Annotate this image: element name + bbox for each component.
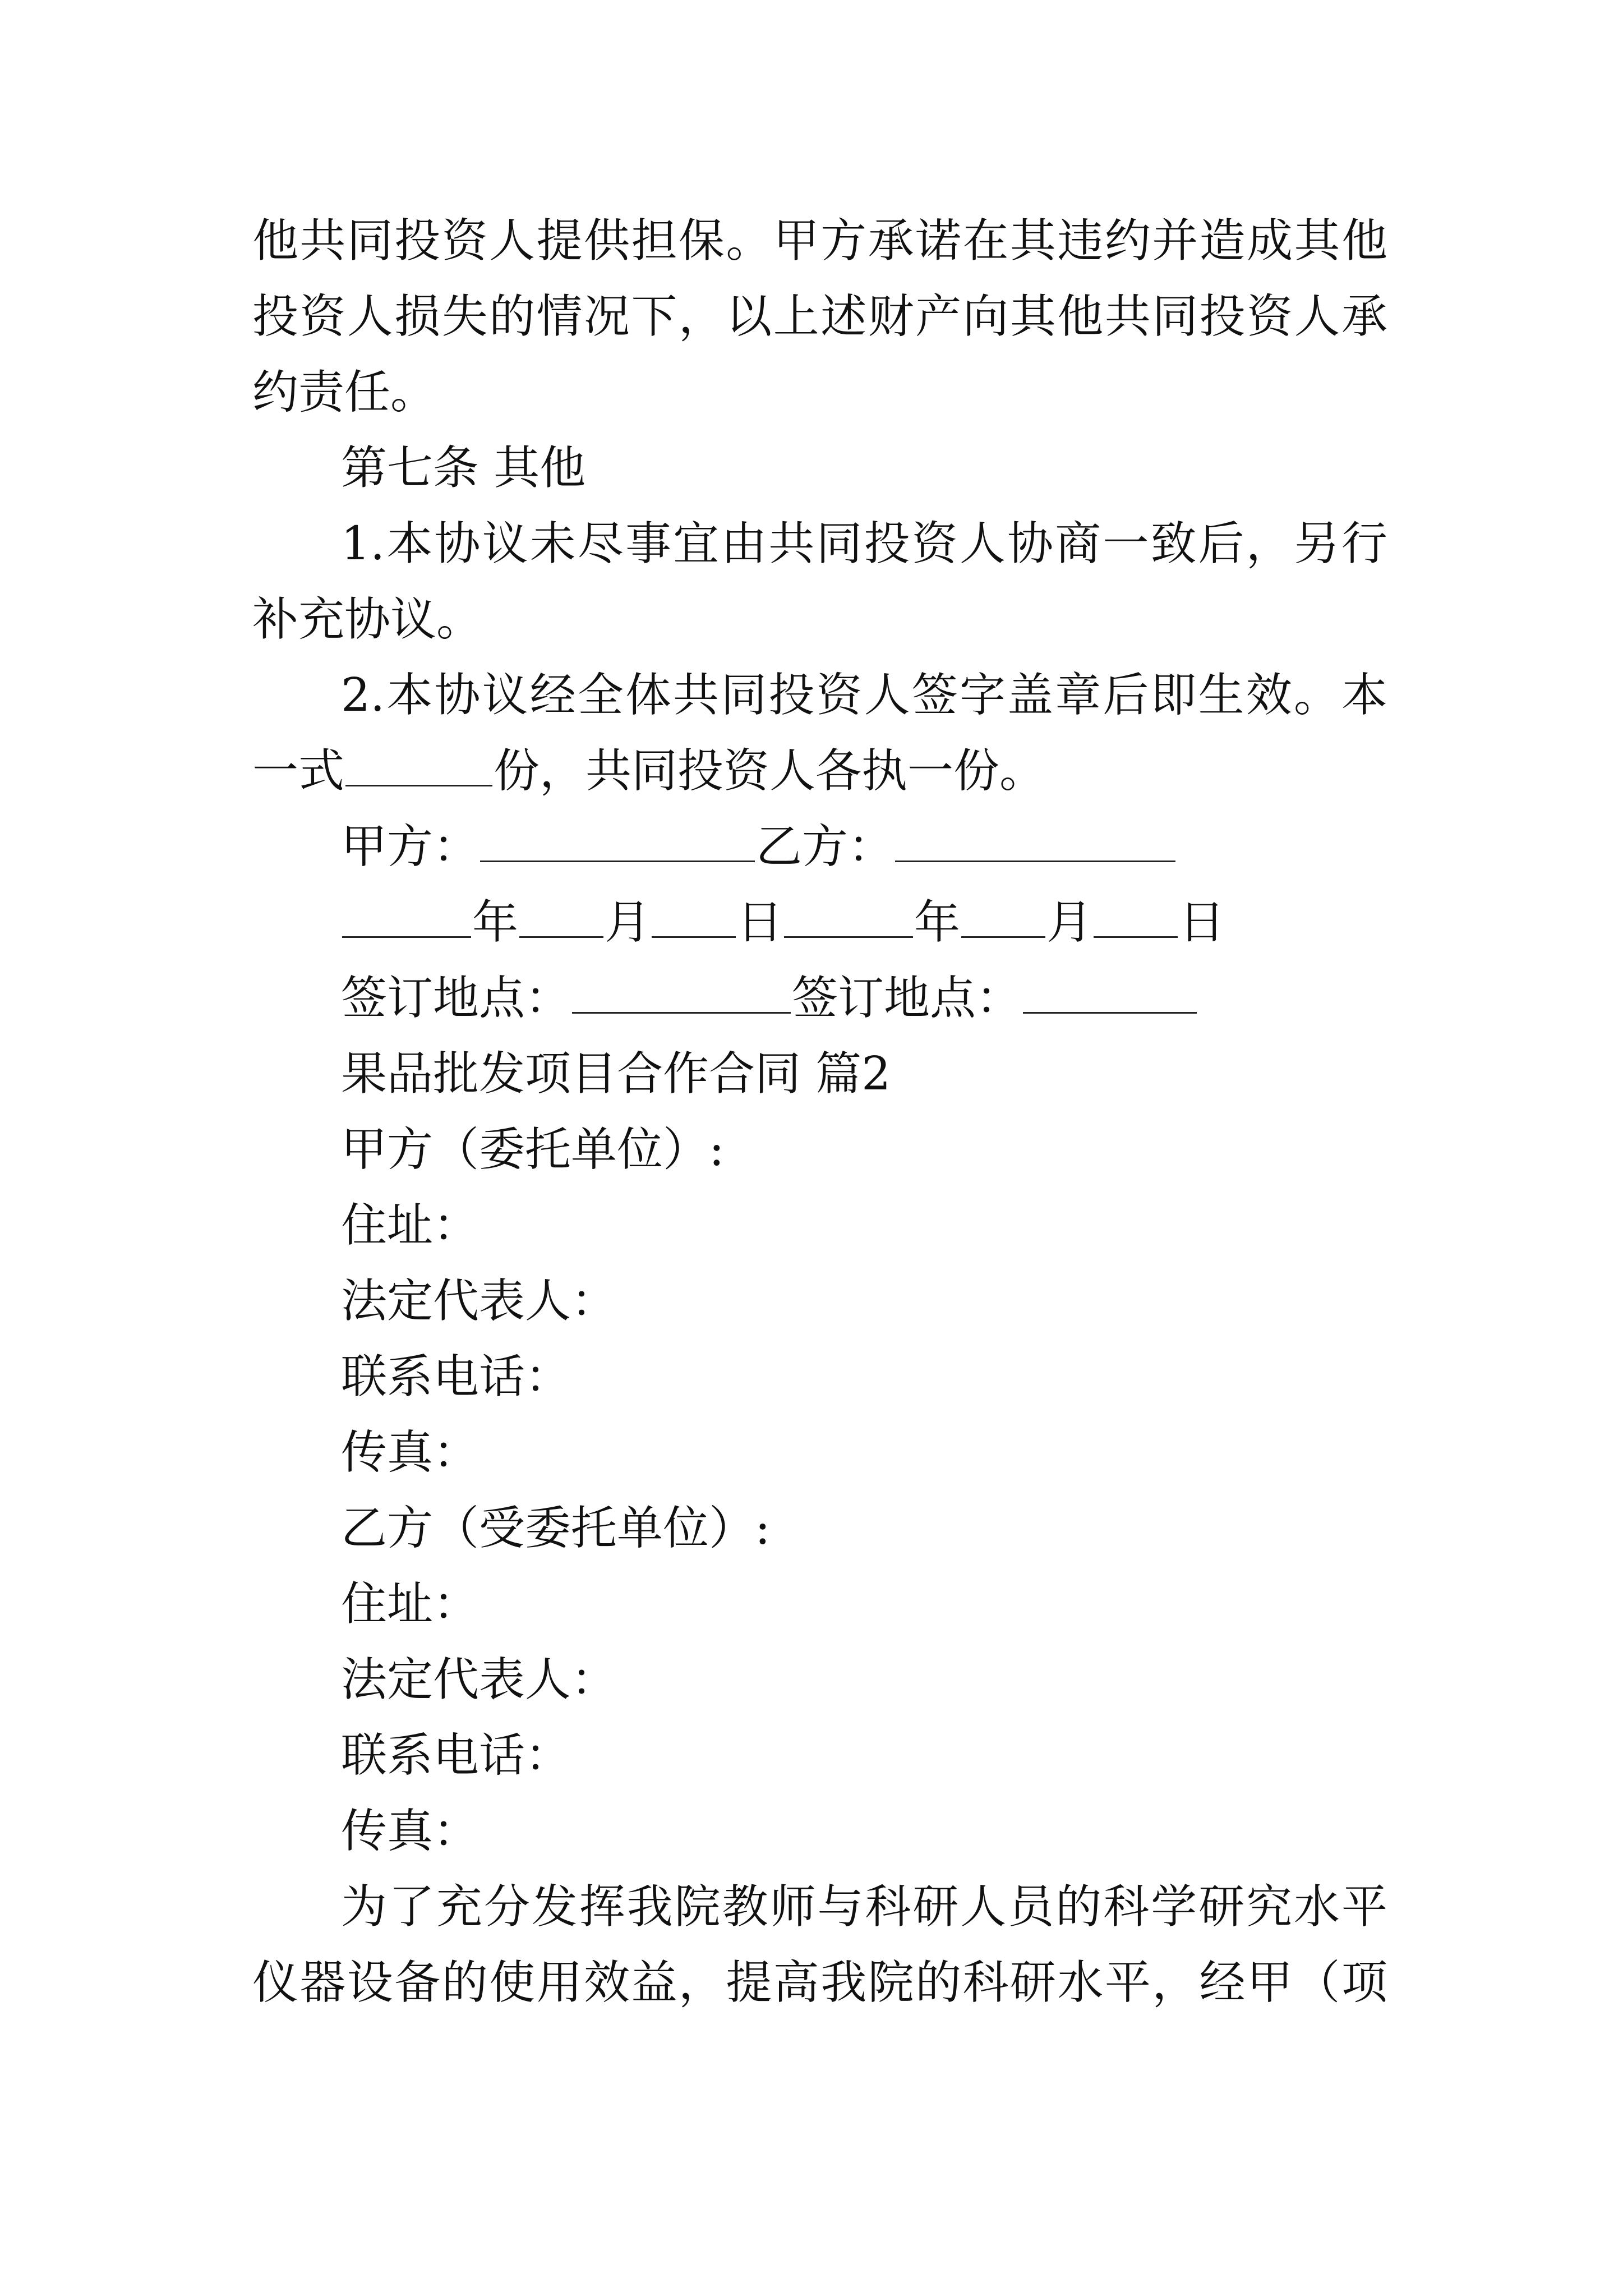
paragraph-line: 为了充分发挥我院教师与科研人员的科学研究水平 <box>341 1880 1387 1934</box>
signature-place-line <box>341 970 1198 1027</box>
signature-parties-line <box>341 819 1177 875</box>
year-blank <box>784 897 913 938</box>
paragraph-line: 约责任。 <box>252 366 437 419</box>
party-b-address: 住址： <box>341 1577 479 1631</box>
paragraph-line <box>252 743 1045 799</box>
place-label: 签订地点： <box>341 972 571 1025</box>
copies-blank <box>345 746 492 786</box>
party-a-representative: 法定代表人： <box>341 1274 617 1328</box>
year-label: 年 <box>914 896 961 949</box>
year-label: 年 <box>472 896 519 949</box>
month-label: 月 <box>605 896 651 949</box>
paragraph-line: 1.本协议未尽事宜由共同投资人协商一致后，另行 <box>341 517 1387 570</box>
section-title: 果品批发项目合作合同 篇2 <box>341 1047 891 1101</box>
party-a-label: 甲方： <box>341 820 479 873</box>
year-blank <box>342 897 471 938</box>
paragraph-line: 仪器设备的使用效益，提高我院的科研水平，经甲（项 <box>252 1956 1387 2009</box>
place-blank <box>1023 973 1197 1014</box>
place-blank <box>572 973 791 1014</box>
day-blank <box>1094 897 1178 938</box>
paragraph-line: 补充协议。 <box>252 593 483 646</box>
month-blank <box>519 897 603 938</box>
party-b-heading: 乙方（受委托单位）: <box>341 1502 771 1555</box>
party-a-heading: 甲方（委托单位）: <box>341 1123 725 1176</box>
party-a-phone: 联系电话： <box>341 1350 571 1404</box>
party-b-label: 乙方： <box>756 820 895 873</box>
day-blank <box>652 897 736 938</box>
party-b-representative: 法定代表人： <box>341 1653 617 1706</box>
party-a-fax: 传真： <box>341 1426 479 1479</box>
month-label: 月 <box>1046 896 1093 949</box>
party-a-blank <box>480 821 755 862</box>
paragraph-line: 他共同投资人提供担保。甲方承诺在其违约并造成其他 <box>252 214 1387 268</box>
party-b-blank <box>895 821 1175 862</box>
month-blank <box>961 897 1045 938</box>
signature-dates-line <box>341 895 1225 951</box>
day-label: 日 <box>737 896 783 949</box>
article-heading: 第七条 其他 <box>341 441 586 495</box>
text-fragment: 一式 <box>252 744 345 798</box>
party-b-fax: 传真： <box>341 1805 479 1858</box>
paragraph-line: 2.本协议经全体共同投资人签字盖章后即生效。本 <box>341 669 1387 722</box>
party-a-address: 住址： <box>341 1199 479 1252</box>
text-fragment: 份，共同投资人各执一份。 <box>494 744 1046 798</box>
paragraph-line: 投资人损失的情况下，以上述财产向其他共同投资人承 <box>252 290 1387 343</box>
party-b-phone: 联系电话： <box>341 1729 571 1782</box>
day-label: 日 <box>1179 896 1225 949</box>
place-label: 签订地点： <box>792 972 1022 1025</box>
